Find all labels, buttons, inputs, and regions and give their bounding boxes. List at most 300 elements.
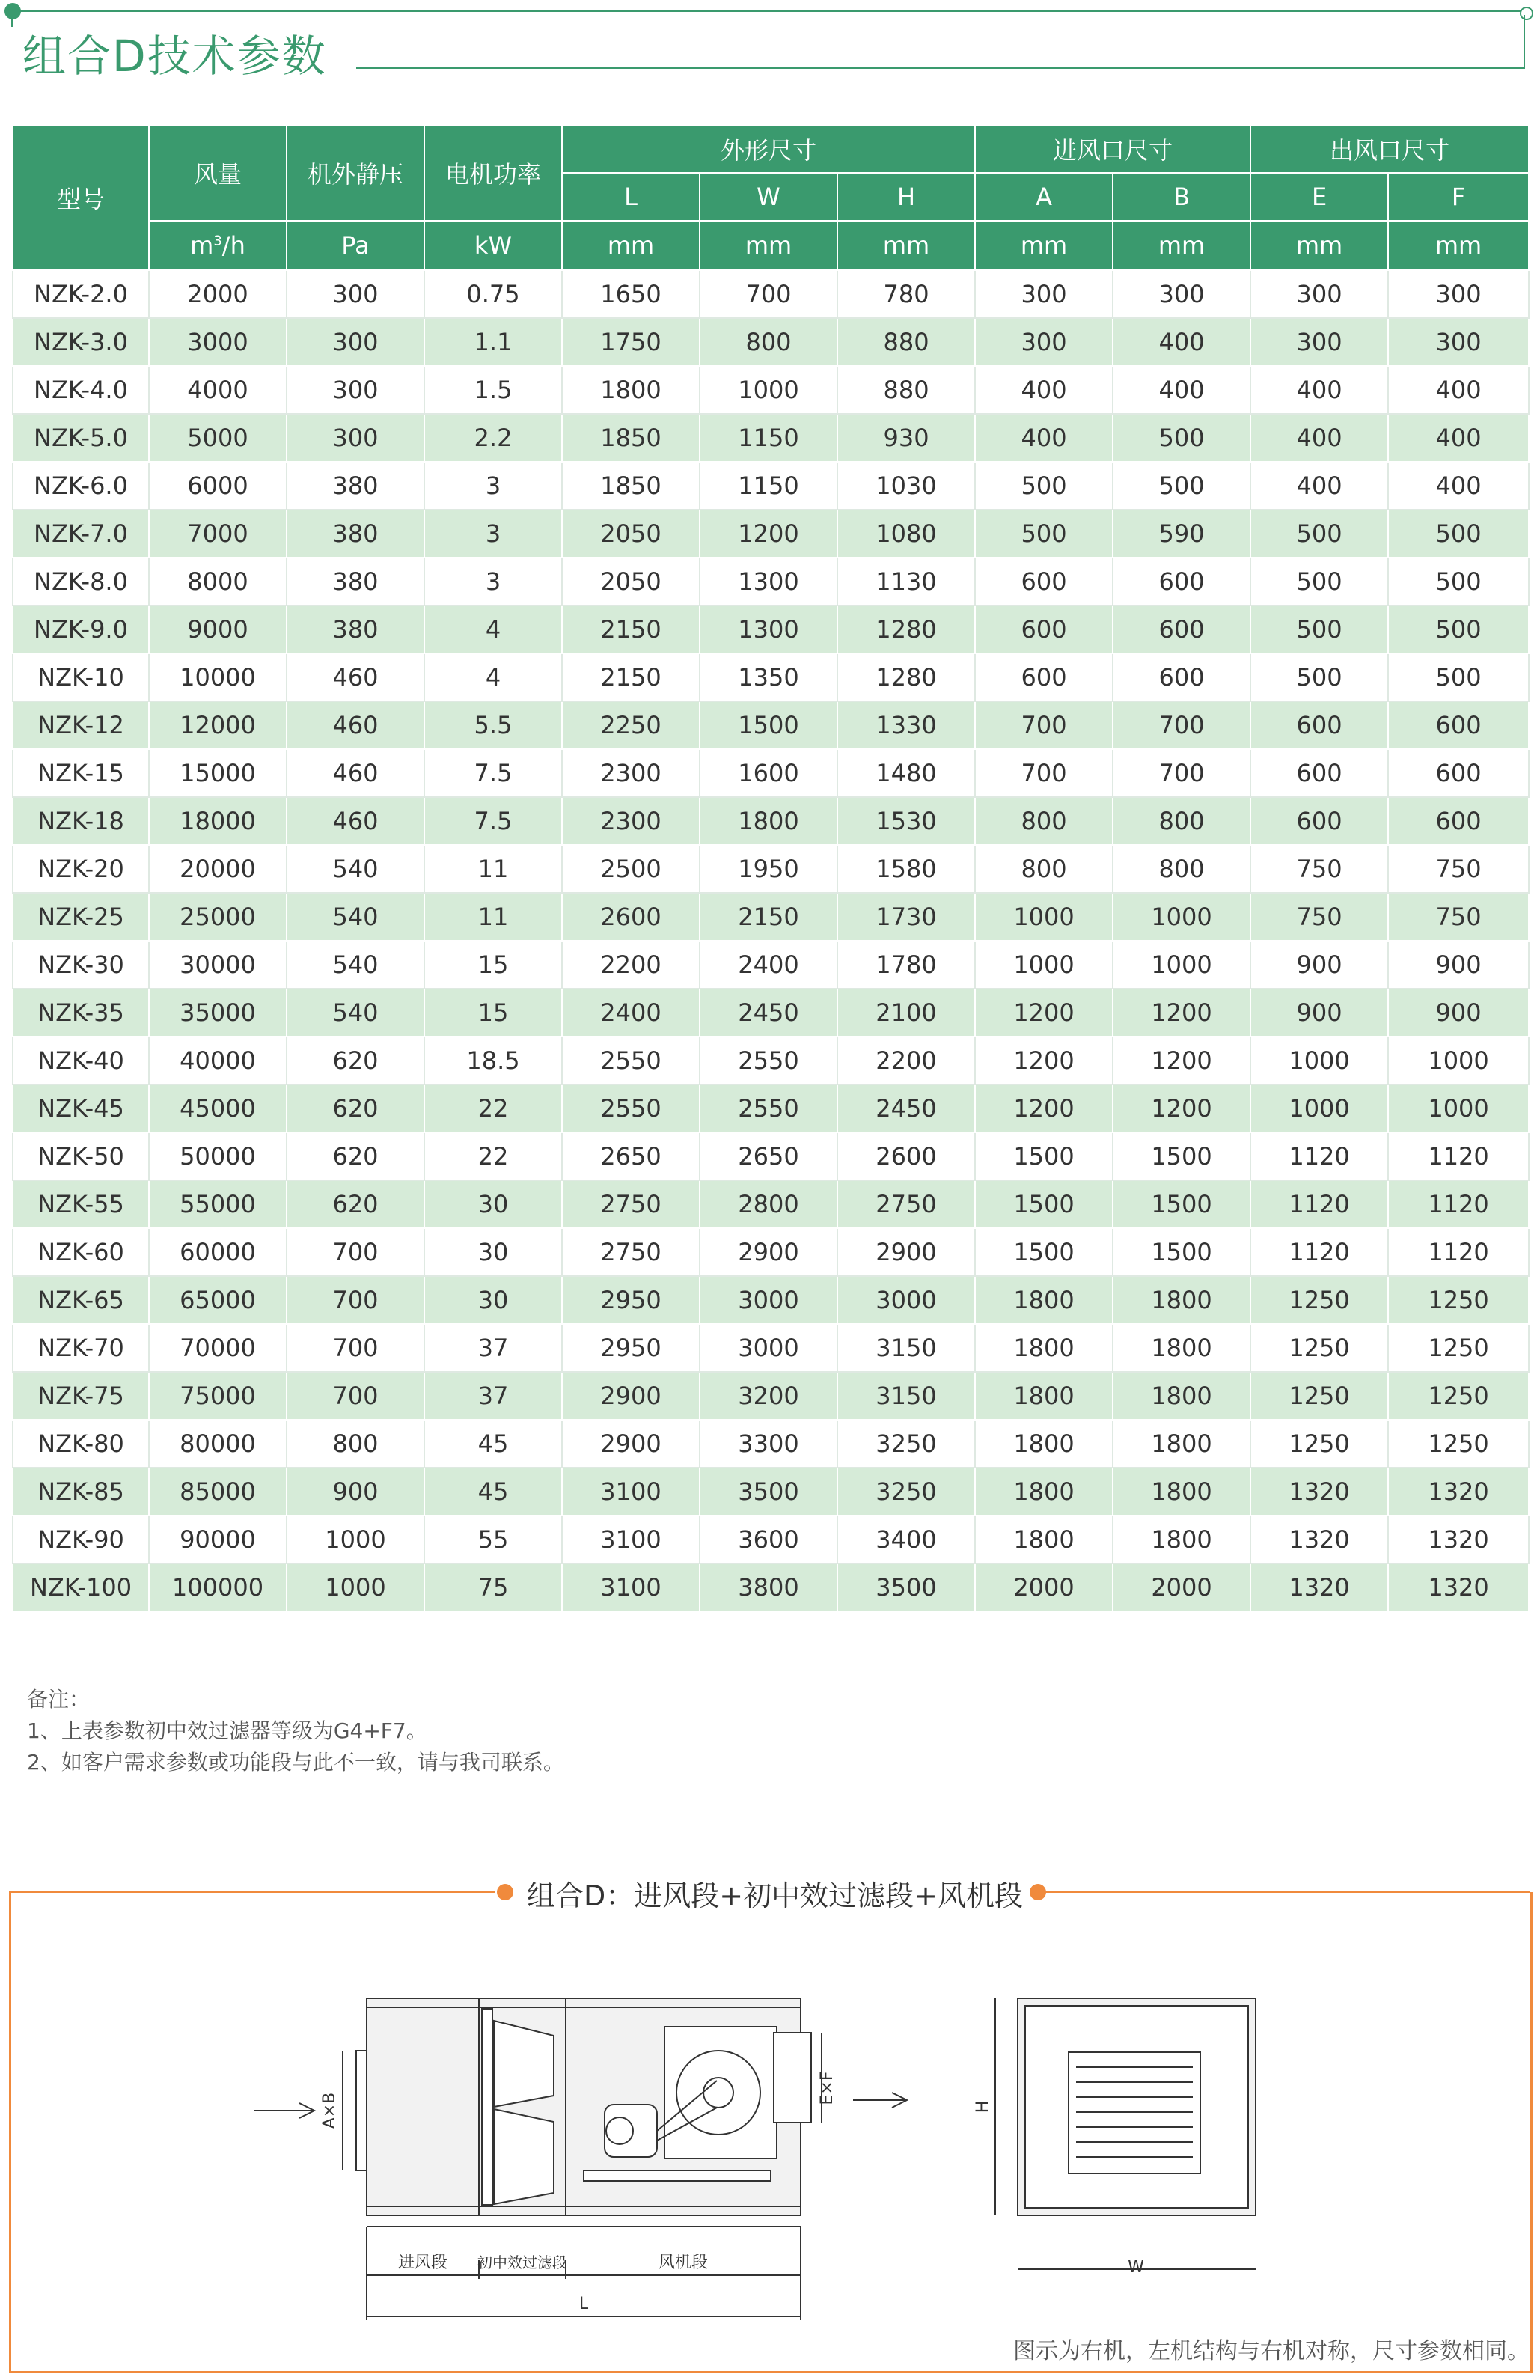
table-cell: 600 xyxy=(1113,653,1250,701)
table-cell: 2200 xyxy=(837,1037,975,1084)
table-cell: 600 xyxy=(1388,797,1529,845)
unit-pressure: Pa xyxy=(287,221,424,270)
table-cell: 500 xyxy=(975,510,1113,558)
table-cell: 3200 xyxy=(700,1372,837,1420)
cell-model: NZK-12 xyxy=(13,701,149,749)
table-cell: 600 xyxy=(1113,558,1250,605)
cell-model: NZK-70 xyxy=(13,1324,149,1372)
table-cell: 37 xyxy=(424,1372,562,1420)
table-cell: 7.5 xyxy=(424,749,562,797)
table-cell: 600 xyxy=(1113,605,1250,653)
table-cell: 300 xyxy=(287,318,424,366)
table-cell: 800 xyxy=(1113,845,1250,893)
table-cell: 25000 xyxy=(149,893,287,941)
cell-model: NZK-80 xyxy=(13,1420,149,1468)
table-cell: 2750 xyxy=(562,1180,700,1228)
cell-model: NZK-8.0 xyxy=(13,558,149,605)
table-cell: 1800 xyxy=(975,1516,1113,1563)
unit-mm: mm xyxy=(700,221,837,270)
airflow-out-arrow-icon xyxy=(853,2093,907,2108)
table-cell: 600 xyxy=(1250,749,1388,797)
table-cell: 35000 xyxy=(149,989,287,1037)
table-cell: 900 xyxy=(1388,941,1529,989)
table-cell: 1800 xyxy=(1113,1324,1250,1372)
table-cell: 400 xyxy=(1113,366,1250,414)
cell-model: NZK-35 xyxy=(13,989,149,1037)
unit-mm: mm xyxy=(1388,221,1529,270)
table-cell: 1120 xyxy=(1388,1132,1529,1180)
inlet-flange xyxy=(356,2051,367,2170)
cell-model: NZK-9.0 xyxy=(13,605,149,653)
table-cell: 600 xyxy=(1388,749,1529,797)
table-cell: 2550 xyxy=(562,1084,700,1132)
table-cell: 700 xyxy=(975,749,1113,797)
table-cell: 300 xyxy=(287,270,424,318)
table-cell: 75 xyxy=(424,1563,562,1611)
table-cell: 600 xyxy=(975,605,1113,653)
table-cell: 380 xyxy=(287,558,424,605)
table-cell: 2550 xyxy=(700,1084,837,1132)
table-cell: 1150 xyxy=(700,462,837,510)
table-cell: 1000 xyxy=(1250,1084,1388,1132)
table-cell: 300 xyxy=(1250,318,1388,366)
table-cell: 45 xyxy=(424,1468,562,1516)
table-cell: 22 xyxy=(424,1132,562,1180)
table-cell: 0.75 xyxy=(424,270,562,318)
table-cell: 1350 xyxy=(700,653,837,701)
table-cell: 1320 xyxy=(1388,1468,1529,1516)
sub-header-l: L xyxy=(562,173,700,221)
cell-model: NZK-25 xyxy=(13,893,149,941)
table-cell: 1950 xyxy=(700,845,837,893)
cell-model: NZK-100 xyxy=(13,1563,149,1611)
table-cell: 37 xyxy=(424,1324,562,1372)
table-cell: 1080 xyxy=(837,510,975,558)
airflow-in-arrow-icon xyxy=(254,2103,314,2118)
table-cell: 1300 xyxy=(700,605,837,653)
table-cell: 1250 xyxy=(1250,1372,1388,1420)
table-cell: 400 xyxy=(1388,366,1529,414)
table-cell: 2.2 xyxy=(424,414,562,462)
table-cell: 15 xyxy=(424,989,562,1037)
table-cell: 1800 xyxy=(1113,1276,1250,1324)
table-cell: 1320 xyxy=(1388,1516,1529,1563)
table-cell: 750 xyxy=(1388,893,1529,941)
table-cell: 1500 xyxy=(975,1180,1113,1228)
table-cell: 2000 xyxy=(1113,1563,1250,1611)
filter-g4 xyxy=(482,2009,492,2205)
table-cell: 500 xyxy=(1388,510,1529,558)
table-cell: 460 xyxy=(287,653,424,701)
table-cell: 1130 xyxy=(837,558,975,605)
table-cell: 55 xyxy=(424,1516,562,1563)
table-cell: 1320 xyxy=(1250,1563,1388,1611)
table-cell: 880 xyxy=(837,366,975,414)
table-cell: 600 xyxy=(1250,797,1388,845)
table-cell: 500 xyxy=(1250,558,1388,605)
table-cell: 3 xyxy=(424,462,562,510)
table-cell: 3000 xyxy=(700,1276,837,1324)
table-cell: 300 xyxy=(1388,270,1529,318)
base-frame xyxy=(584,2170,771,2181)
note-line: 2、如客户需求参数或功能段与此不一致，请与我司联系。 xyxy=(27,1750,564,1775)
table-cell: 1000 xyxy=(1388,1084,1529,1132)
unit-airflow: $m^3/h$ xyxy=(149,221,287,270)
table-cell: 5000 xyxy=(149,414,287,462)
table-cell: 460 xyxy=(287,797,424,845)
table-cell: 930 xyxy=(837,414,975,462)
table-cell: 3000 xyxy=(149,318,287,366)
table-cell: 700 xyxy=(287,1276,424,1324)
table-cell: 3300 xyxy=(700,1420,837,1468)
table-cell: 700 xyxy=(1113,749,1250,797)
table-cell: 500 xyxy=(1388,653,1529,701)
table-cell: 1250 xyxy=(1250,1420,1388,1468)
cell-model: NZK-10 xyxy=(13,653,149,701)
table-cell: 1530 xyxy=(837,797,975,845)
table-cell: 45 xyxy=(424,1420,562,1468)
table-cell: 3600 xyxy=(700,1516,837,1563)
table-cell: 80000 xyxy=(149,1420,287,1468)
table-cell: 1300 xyxy=(700,558,837,605)
table-cell: 800 xyxy=(975,797,1113,845)
table-cell: 700 xyxy=(287,1228,424,1276)
table-cell: 1750 xyxy=(562,318,700,366)
cell-model: NZK-65 xyxy=(13,1276,149,1324)
table-cell: 500 xyxy=(1113,414,1250,462)
col-header-outer-size: 外形尺寸 xyxy=(562,125,975,173)
diagram-caption: 图示为右机，左机结构与右机对称，尺寸参数相同。 xyxy=(1013,2338,1530,2364)
table-cell: 750 xyxy=(1250,893,1388,941)
table-cell: 30 xyxy=(424,1228,562,1276)
table-cell: 620 xyxy=(287,1132,424,1180)
table-cell: 1250 xyxy=(1388,1420,1529,1468)
cell-model: NZK-30 xyxy=(13,941,149,989)
table-cell: 800 xyxy=(287,1420,424,1468)
table-cell: 300 xyxy=(287,414,424,462)
cell-model: NZK-55 xyxy=(13,1180,149,1228)
table-cell: 400 xyxy=(1388,414,1529,462)
table-cell: 2900 xyxy=(562,1372,700,1420)
table-cell: 700 xyxy=(975,701,1113,749)
table-cell: 1500 xyxy=(975,1228,1113,1276)
table-cell: 3100 xyxy=(562,1516,700,1563)
table-cell: 1650 xyxy=(562,270,700,318)
table-cell: 4 xyxy=(424,605,562,653)
table-cell: 300 xyxy=(287,366,424,414)
unit-mm: mm xyxy=(562,221,700,270)
table-cell: 85000 xyxy=(149,1468,287,1516)
table-cell: 2900 xyxy=(700,1228,837,1276)
table-cell: 1120 xyxy=(1250,1132,1388,1180)
table-cell: 70000 xyxy=(149,1324,287,1372)
table-cell: 1500 xyxy=(1113,1228,1250,1276)
table-cell: 2950 xyxy=(562,1276,700,1324)
table-cell: 2500 xyxy=(562,845,700,893)
table-cell: 1250 xyxy=(1388,1324,1529,1372)
table-cell: 1480 xyxy=(837,749,975,797)
table-cell: 540 xyxy=(287,941,424,989)
table-cell: 500 xyxy=(1250,605,1388,653)
table-cell: 50000 xyxy=(149,1132,287,1180)
col-header-outlet-size: 出风口尺寸 xyxy=(1250,125,1529,173)
table-cell: 18.5 xyxy=(424,1037,562,1084)
notes-heading: 备注： xyxy=(27,1687,91,1712)
table-cell: 11 xyxy=(424,893,562,941)
table-cell: 700 xyxy=(700,270,837,318)
table-cell: 2900 xyxy=(562,1420,700,1468)
unit-mm: mm xyxy=(1250,221,1388,270)
table-cell: 2400 xyxy=(700,941,837,989)
table-cell: 1000 xyxy=(975,893,1113,941)
table-cell: 1320 xyxy=(1250,1468,1388,1516)
table-cell: 30 xyxy=(424,1276,562,1324)
table-cell: 2150 xyxy=(562,653,700,701)
sub-header-h: H xyxy=(837,173,975,221)
table-cell: 75000 xyxy=(149,1372,287,1420)
col-header-inlet-size: 进风口尺寸 xyxy=(975,125,1250,173)
sub-header-e: E xyxy=(1250,173,1388,221)
table-cell: 1250 xyxy=(1388,1372,1529,1420)
table-cell: 4 xyxy=(424,653,562,701)
cell-model: NZK-85 xyxy=(13,1468,149,1516)
table-cell: 2750 xyxy=(837,1180,975,1228)
table-cell: 620 xyxy=(287,1180,424,1228)
outlet-flange xyxy=(774,2033,811,2123)
table-cell: 1.1 xyxy=(424,318,562,366)
table-cell: 8000 xyxy=(149,558,287,605)
label-inlet-dim: A×B xyxy=(320,2092,339,2129)
table-cell: 1000 xyxy=(287,1516,424,1563)
table-cell: 60000 xyxy=(149,1228,287,1276)
cell-model: NZK-4.0 xyxy=(13,366,149,414)
cell-model: NZK-40 xyxy=(13,1037,149,1084)
table-cell: 1200 xyxy=(975,1037,1113,1084)
table-cell: 500 xyxy=(1388,605,1529,653)
table-cell: 1330 xyxy=(837,701,975,749)
table-cell: 1250 xyxy=(1388,1276,1529,1324)
cell-model: NZK-15 xyxy=(13,749,149,797)
table-cell: 2150 xyxy=(700,893,837,941)
table-cell: 400 xyxy=(1113,318,1250,366)
table-cell: 900 xyxy=(1388,989,1529,1037)
sub-header-b: B xyxy=(1113,173,1250,221)
table-cell: 1000 xyxy=(1113,941,1250,989)
table-cell: 3 xyxy=(424,558,562,605)
table-cell: 700 xyxy=(287,1372,424,1420)
label-width: W xyxy=(1128,2258,1144,2277)
cell-model: NZK-60 xyxy=(13,1228,149,1276)
table-cell: 3250 xyxy=(837,1420,975,1468)
table-cell: 800 xyxy=(975,845,1113,893)
table-cell: 1250 xyxy=(1250,1276,1388,1324)
table-cell: 3250 xyxy=(837,1468,975,1516)
table-cell: 600 xyxy=(975,653,1113,701)
table-cell: 1000 xyxy=(287,1563,424,1611)
table-cell: 1000 xyxy=(1250,1037,1388,1084)
table-cell: 1800 xyxy=(975,1468,1113,1516)
cell-model: NZK-50 xyxy=(13,1132,149,1180)
note-line: 1、上表参数初中效过滤器等级为G4+F7。 xyxy=(27,1718,427,1743)
table-cell: 15000 xyxy=(149,749,287,797)
table-cell: 300 xyxy=(975,270,1113,318)
table-cell: 30000 xyxy=(149,941,287,989)
table-cell: 12000 xyxy=(149,701,287,749)
table-cell: 2300 xyxy=(562,797,700,845)
diagram-title: 组合D：进风段+初中效过滤段+风机段 xyxy=(527,1879,1023,1912)
table-cell: 780 xyxy=(837,270,975,318)
label-length: L xyxy=(578,2295,589,2313)
table-cell: 800 xyxy=(700,318,837,366)
table-cell: 2650 xyxy=(562,1132,700,1180)
cell-model: NZK-2.0 xyxy=(13,270,149,318)
table-cell: 540 xyxy=(287,893,424,941)
table-cell: 3400 xyxy=(837,1516,975,1563)
cell-model: NZK-18 xyxy=(13,797,149,845)
table-cell: 460 xyxy=(287,749,424,797)
table-cell: 90000 xyxy=(149,1516,287,1563)
table-cell: 3500 xyxy=(700,1468,837,1516)
col-header-static-pressure: 机外静压 xyxy=(287,125,424,221)
table-cell: 2050 xyxy=(562,558,700,605)
table-cell: 3000 xyxy=(837,1276,975,1324)
sub-header-w: W xyxy=(700,173,837,221)
table-cell: 1250 xyxy=(1250,1324,1388,1372)
table-cell: 1800 xyxy=(1113,1516,1250,1563)
motor xyxy=(605,2105,657,2157)
label-outlet-dim: E×F xyxy=(818,2071,837,2105)
table-cell: 1600 xyxy=(700,749,837,797)
table-cell: 1800 xyxy=(975,1324,1113,1372)
table-cell: 65000 xyxy=(149,1276,287,1324)
table-cell: 11 xyxy=(424,845,562,893)
table-cell: 1580 xyxy=(837,845,975,893)
table-cell: 2150 xyxy=(562,605,700,653)
table-cell: 300 xyxy=(1388,318,1529,366)
table-cell: 300 xyxy=(975,318,1113,366)
table-cell: 3000 xyxy=(700,1324,837,1372)
table-cell: 1120 xyxy=(1388,1228,1529,1276)
cell-model: NZK-90 xyxy=(13,1516,149,1563)
cell-model: NZK-6.0 xyxy=(13,462,149,510)
table-cell: 1800 xyxy=(975,1372,1113,1420)
table-cell: 2400 xyxy=(562,989,700,1037)
table-cell: 1500 xyxy=(1113,1180,1250,1228)
table-cell: 9000 xyxy=(149,605,287,653)
table-cell: 45000 xyxy=(149,1084,287,1132)
cell-model: NZK-3.0 xyxy=(13,318,149,366)
table-cell: 620 xyxy=(287,1084,424,1132)
table-cell: 1850 xyxy=(562,462,700,510)
table-cell: 1800 xyxy=(700,797,837,845)
table-cell: 3800 xyxy=(700,1563,837,1611)
table-cell: 3 xyxy=(424,510,562,558)
table-cell: 500 xyxy=(1250,653,1388,701)
table-cell: 380 xyxy=(287,510,424,558)
table-cell: 3150 xyxy=(837,1372,975,1420)
table-cell: 2300 xyxy=(562,749,700,797)
table-cell: 500 xyxy=(1388,558,1529,605)
table-cell: 2650 xyxy=(700,1132,837,1180)
table-cell: 460 xyxy=(287,701,424,749)
table-cell: 1850 xyxy=(562,414,700,462)
table-cell: 1120 xyxy=(1388,1180,1529,1228)
table-cell: 2050 xyxy=(562,510,700,558)
table-cell: 500 xyxy=(1250,510,1388,558)
table-cell: 1200 xyxy=(975,989,1113,1037)
table-cell: 2950 xyxy=(562,1324,700,1372)
table-cell: 500 xyxy=(1113,462,1250,510)
table-cell: 700 xyxy=(287,1324,424,1372)
table-cell: 3150 xyxy=(837,1324,975,1372)
cell-model: NZK-5.0 xyxy=(13,414,149,462)
table-cell: 2600 xyxy=(562,893,700,941)
table-cell: 620 xyxy=(287,1037,424,1084)
table-cell: 880 xyxy=(837,318,975,366)
cell-model: NZK-20 xyxy=(13,845,149,893)
table-cell: 18000 xyxy=(149,797,287,845)
table-cell: 1200 xyxy=(700,510,837,558)
sub-header-f: F xyxy=(1388,173,1529,221)
table-cell: 300 xyxy=(1250,270,1388,318)
table-cell: 1280 xyxy=(837,605,975,653)
table-cell: 1000 xyxy=(975,941,1113,989)
unit-mm: mm xyxy=(975,221,1113,270)
table-cell: 1280 xyxy=(837,653,975,701)
table-cell: 2450 xyxy=(700,989,837,1037)
table-cell: 400 xyxy=(1250,414,1388,462)
table-cell: 22 xyxy=(424,1084,562,1132)
table-cell: 1500 xyxy=(700,701,837,749)
page-title: 组合D技术参数 xyxy=(22,31,327,82)
unit-mm: mm xyxy=(1113,221,1250,270)
table-cell: 1200 xyxy=(975,1084,1113,1132)
table-cell: 600 xyxy=(975,558,1113,605)
cell-model: NZK-75 xyxy=(13,1372,149,1420)
table-cell: 2000 xyxy=(149,270,287,318)
table-cell: 2550 xyxy=(700,1037,837,1084)
table-cell: 3100 xyxy=(562,1468,700,1516)
table-cell: 380 xyxy=(287,605,424,653)
table-cell: 2550 xyxy=(562,1037,700,1084)
table-cell: 3100 xyxy=(562,1563,700,1611)
table-cell: 1150 xyxy=(700,414,837,462)
table-cell: 6000 xyxy=(149,462,287,510)
table-cell: 600 xyxy=(1388,701,1529,749)
table-cell: 2450 xyxy=(837,1084,975,1132)
label-section-filter: 初中效过滤段 xyxy=(477,2254,567,2271)
table-cell: 2200 xyxy=(562,941,700,989)
table-cell: 1120 xyxy=(1250,1228,1388,1276)
table-cell: 590 xyxy=(1113,510,1250,558)
table-cell: 400 xyxy=(1250,366,1388,414)
table-cell: 15 xyxy=(424,941,562,989)
table-cell: 1030 xyxy=(837,462,975,510)
table-cell: 1800 xyxy=(1113,1468,1250,1516)
table-cell: 1200 xyxy=(1113,1037,1250,1084)
cell-model: NZK-45 xyxy=(13,1084,149,1132)
table-cell: 900 xyxy=(287,1468,424,1516)
table-cell: 300 xyxy=(1113,270,1250,318)
table-cell: 100000 xyxy=(149,1563,287,1611)
table-cell: 2600 xyxy=(837,1132,975,1180)
table-cell: 800 xyxy=(1113,797,1250,845)
table-cell: 1800 xyxy=(562,366,700,414)
col-header-model: 型号 xyxy=(13,125,149,270)
table-cell: 2900 xyxy=(837,1228,975,1276)
table-cell: 750 xyxy=(1250,845,1388,893)
table-cell: 540 xyxy=(287,989,424,1037)
